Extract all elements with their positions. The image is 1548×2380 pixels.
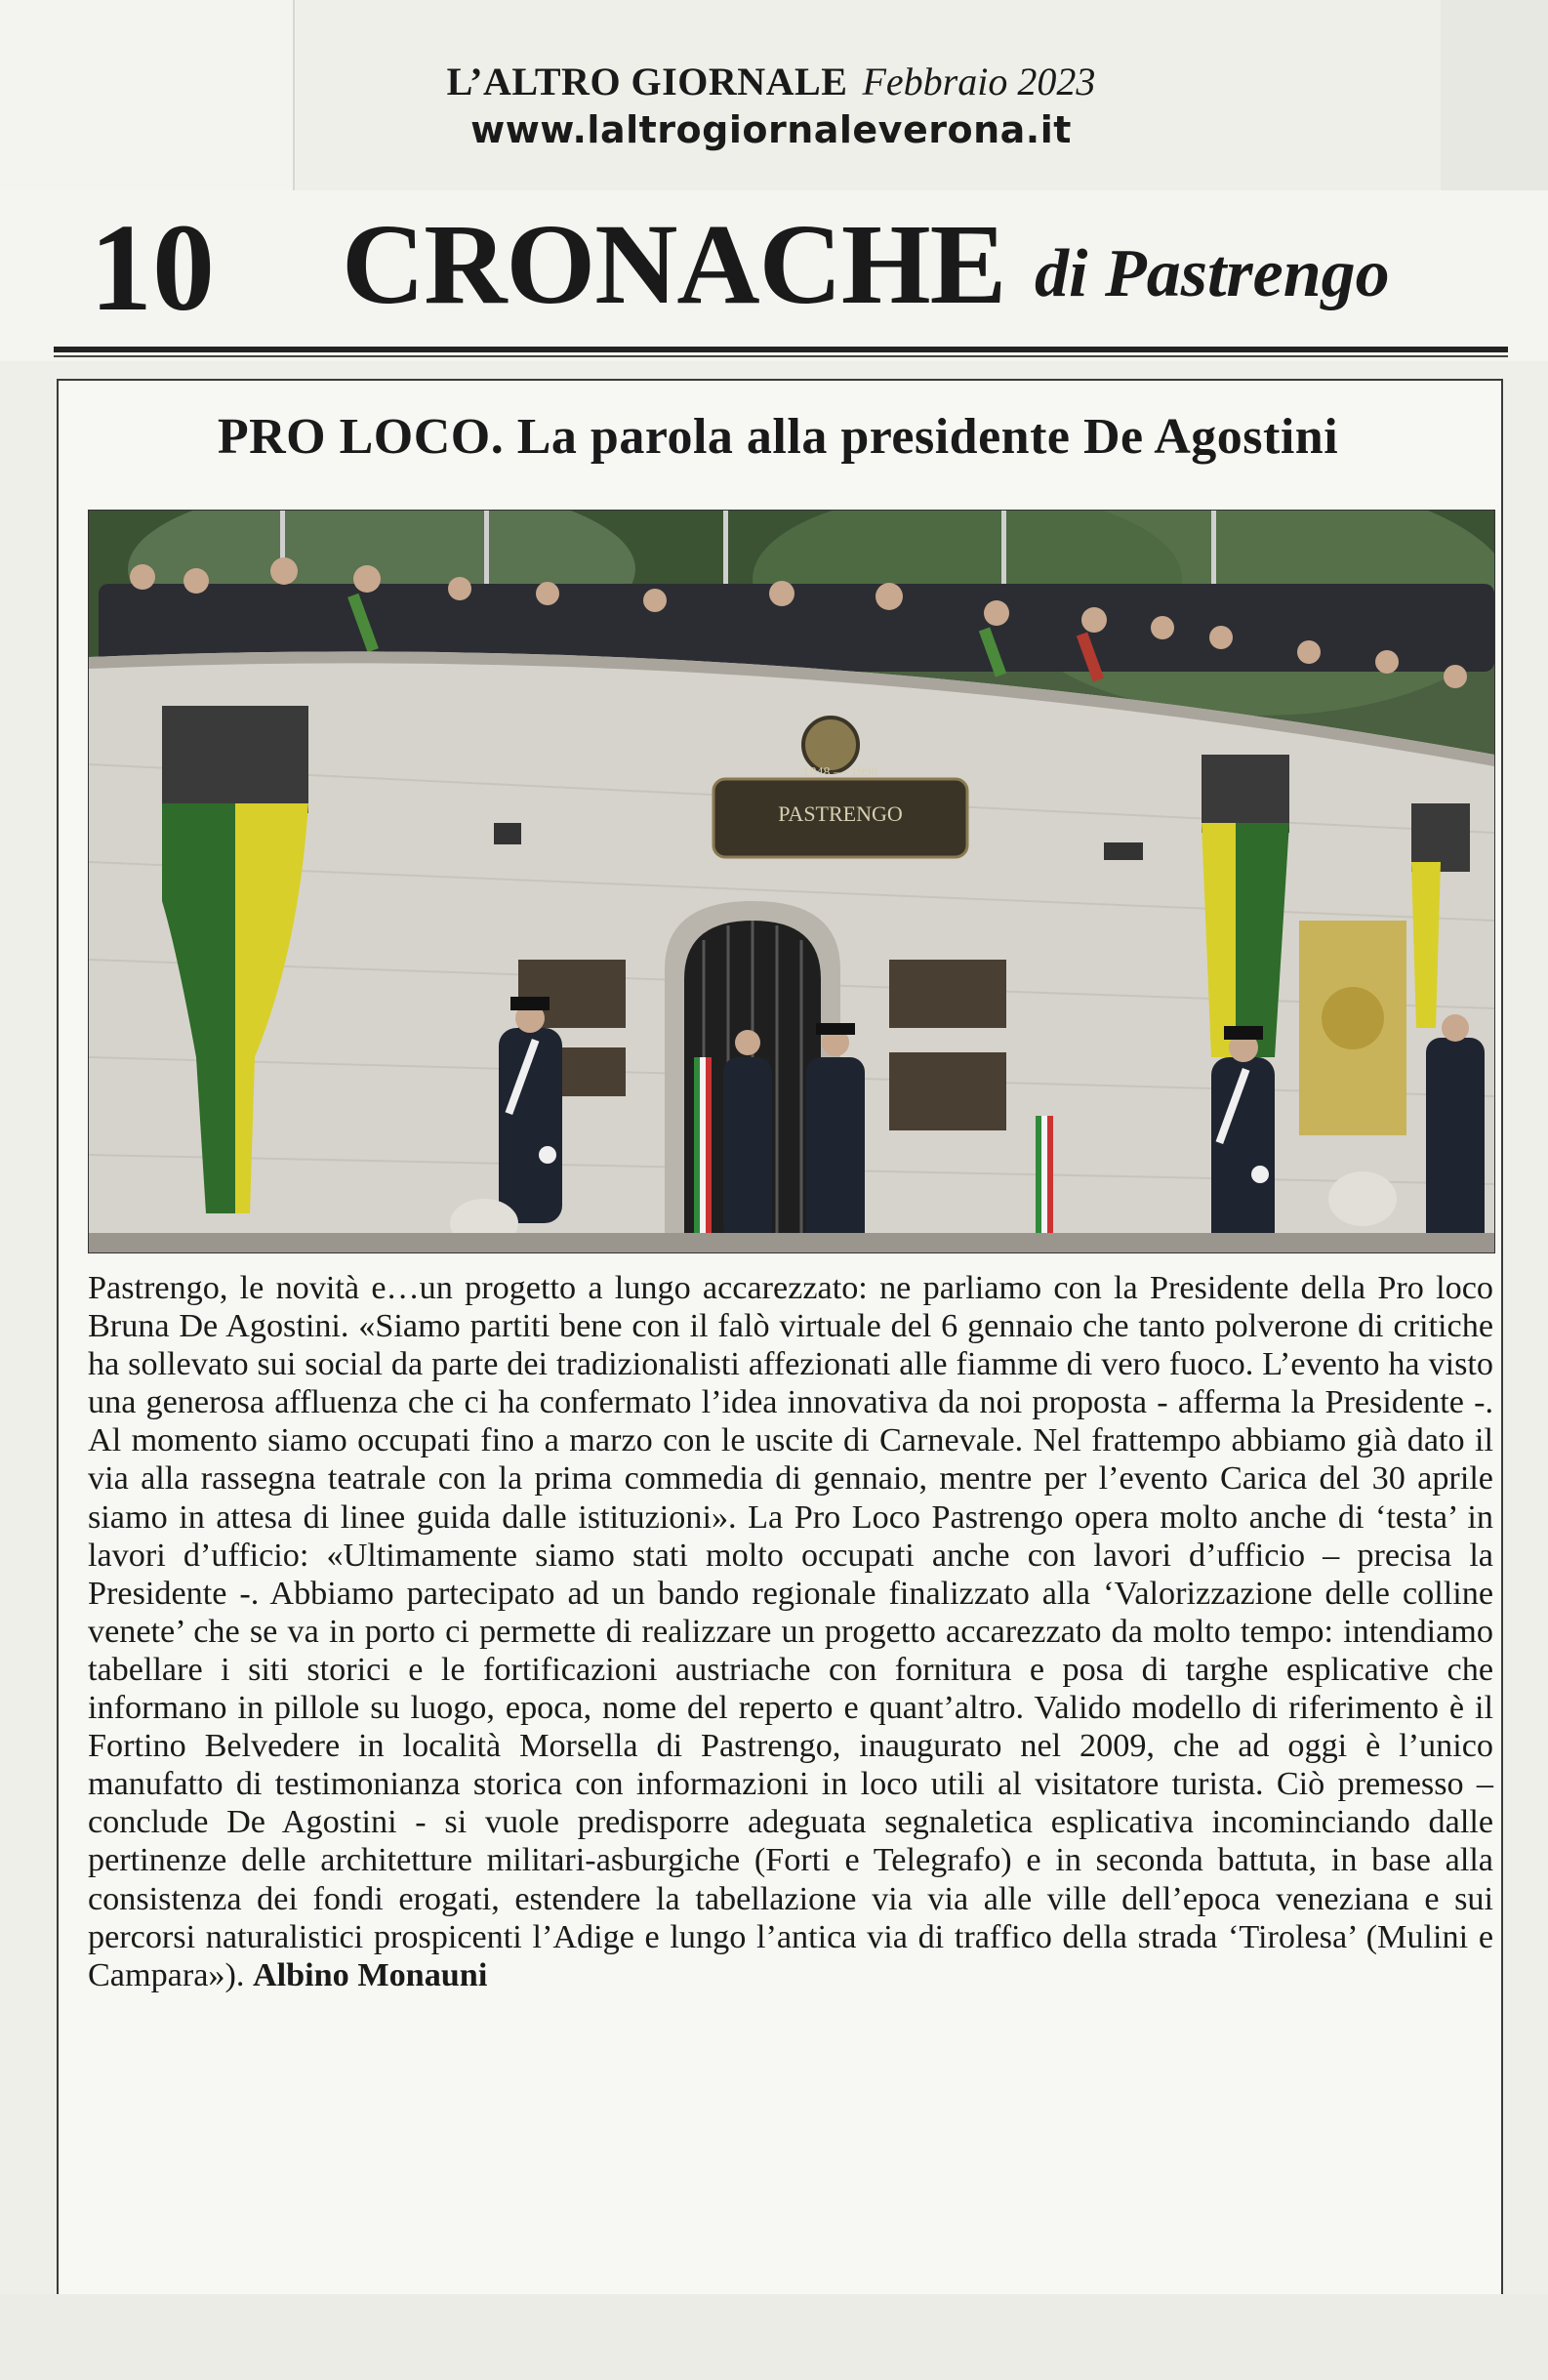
- masthead: [293, 59, 1249, 151]
- website-url: www.laltrogiornaleverona.it: [470, 108, 1072, 151]
- article-photo: [88, 510, 1495, 1253]
- plaque-years: 1848 — 1998: [802, 765, 878, 780]
- article-body: [88, 1269, 1493, 1994]
- header-rule-thin: [54, 355, 1508, 357]
- issue-date: Febbraio 2023: [862, 60, 1096, 103]
- section-title: CRONACHE: [342, 200, 1006, 328]
- paper-background-left: [0, 0, 295, 195]
- article-headline: PRO LOCO. La parola alla presidente De Agostini: [217, 409, 1339, 465]
- newspaper-name: L’ALTRO GIORNALE: [446, 60, 848, 103]
- plaque-label: PASTRENGO: [778, 801, 903, 826]
- article-author: Albino Monauni: [252, 1956, 488, 1993]
- article-body-text: Pastrengo, le novità e…un progetto a lungo accarezzato: ne parliamo con la Presidente della Pro loco Bruna De Agostini. «Siamo partiti bene con il falò virtuale del 6 gennaio che tanto polverone di critiche ha sollevato sui social da parte dei tradizionalisti affezionati alle fiamme di vero fuoco. L’evento ha visto una generosa affluenza che ci ha confermato l’idea innovativa da noi proposta - afferma la Presidente -. Al momento siamo occupati fino a marzo con le uscite di Carnevale. Nel frattempo abbiamo già dato il via alla rassegna teatrale con la prima commedia di gennaio, mentre per l’evento Carica del 30 aprile siamo in attesa di linee guida dalle istituzioni». La Pro Loco Pastrengo opera molto anche di ‘testa’ in lavori d’ufficio: «Ultimamente siamo stati molto occupati anche con lavori d’ufficio – precisa la Presidente -. Abbiamo partecipato ad un bando regionale finalizzato alla ‘Valorizzazione delle colline venete’ che se va in porto ci permette di realizzare un progetto accarezzato da molto tempo: intendiamo tabellare i siti storici e le fortificazioni austriache con fornitura e posa di targhe esplicative che informano in pillole su luogo, epoca, nome del reperto e quant’altro. Valido modello di riferimento è il Fortino Belvedere in località Morsella di Pastrengo, inaugurato nel 2009, che ad oggi è l’unico manufatto di testimonianza storica con informazioni in loco utili al visitatore turista. Ciò premesso – conclude De Agostini - si vuole predisporre adeguata segnaletica esplicativa incominciando dalle pertinenze delle architetture militari-asburgiche (Forti e Telegrafo) e in seconda battuta, in base alla consistenza dei fondi erogati, estendere la tabellazione via via alle ville dell’epoca veneziana e sui percorsi naturalistici prospicenti l’Adige e lungo l’antica via di traffico della strada ‘Tirolesa’ (Mulini e Campara»).: [88, 1270, 1493, 1993]
- section-subtitle: di Pastrengo: [1035, 236, 1390, 311]
- header-rule: [54, 347, 1508, 352]
- page-number: 10: [90, 198, 215, 337]
- page-bottom-margin: [0, 2294, 1548, 2380]
- paper-background-right: [1441, 0, 1548, 195]
